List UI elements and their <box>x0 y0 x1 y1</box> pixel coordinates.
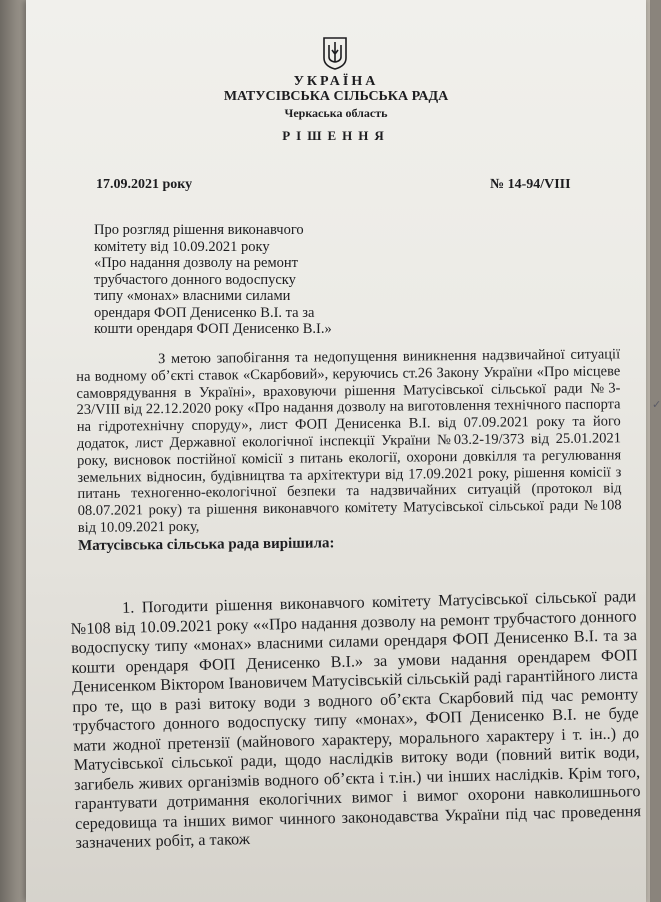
country-heading: УКРАЇНА <box>293 74 379 89</box>
subject-line: орендаря ФОП Денисенко В.І. та за <box>94 304 315 321</box>
subject-line: трубчастого донного водоспуску <box>94 271 296 288</box>
decision-subject <box>94 222 394 338</box>
resolution-item-1 <box>70 587 642 853</box>
subject-line: комітету від 10.09.2021 року <box>94 238 270 255</box>
subject-line: «Про надання дозволу на ремонт <box>94 255 298 271</box>
council-heading: МАТУСІВСЬКА СІЛЬСЬКА РАДА <box>223 89 449 104</box>
preamble-block <box>76 346 622 554</box>
pen-tick-mark: ✓ <box>652 399 661 411</box>
item-1-text: 1. Погодити рішення виконавчого комітету Матусівської сільської ради №108 від 10.09.2021 року ««Про надання дозволу на ремонт трубчастого донного водоспуску типу «монах» власними силами орендаря ФОП Денисенко В.І. та за кошти орендаря ФОП Денисенко В.І.» за умови надання орендарем ФОП Денисенком Віктором Івановичем Матусівській сільській раді гарантійного листа про те, що в разі витоку води з водного об’єкта Скарбовий під час ремонту трубчастого донного водоспуску типу «монах», ФОП Денисенко В.І. не буде мати жодної претензії (майнового характеру, морального характеру і т. ін..) до Матусівської сільської ради, щодо наслідків витоку води (повний витік води, загибель живих організмів водного об’єкта і т.ін.) чи інших наслідків. Крім того, гарантувати дотримання екологічних вимог і вимог охорони навколишнього середовища та інших вимог чинного законодавства України під час проведення зазначених робіт, а також <box>70 587 642 852</box>
subject-line: кошти орендаря ФОП Денисенко В.І.» <box>94 321 332 337</box>
subject-line: типу «монах» власними силами <box>94 288 291 304</box>
preamble-paragraph: З метою запобігання та недопущення виникнення надзвичайної ситуації на водному об’єкті ставок «Скарбовий», керуючись ст.26 Закону України «Про місцеве самоврядування в Україні», враховуючи рішення Матусівської сільської ради №3-23/VIII від 22.12.2020 року «Про надання дозволу на виготовлення технічного паспорта на гідротехнічну споруду», лист ФОП Денисенка В.І. від 07.09.2021 року та його додаток, лист Державної екологічної інспекції України №03.2-19/373 від 25.01.2021 року, висновок постійної комісії з питань екології, охорони довкілля та регулювання земельних відносин, будівництва та архітектури від 17.09.2021 року, рішення комісії з питань техногенно-екологічної безпеки та надзвичайних ситуацій (протокол від 08.07.2021 року) та рішення виконавчого комітету Матусівської сільської ради №108 від 10.09.2021 року, <box>76 346 622 536</box>
document-page <box>26 0 661 902</box>
resolution-lead: Матусівська сільська рада вирішила: <box>77 535 335 554</box>
region-heading: Черкаська область <box>284 106 388 120</box>
trident-coat-of-arms-icon <box>322 36 348 70</box>
document-type-heading: РІШЕННЯ <box>282 128 390 143</box>
decision-date: 17.09.2021 року <box>96 177 193 192</box>
decision-number: № 14-94/VIII <box>490 177 571 192</box>
subject-line: Про розгляд рішення виконавчого <box>94 222 304 238</box>
